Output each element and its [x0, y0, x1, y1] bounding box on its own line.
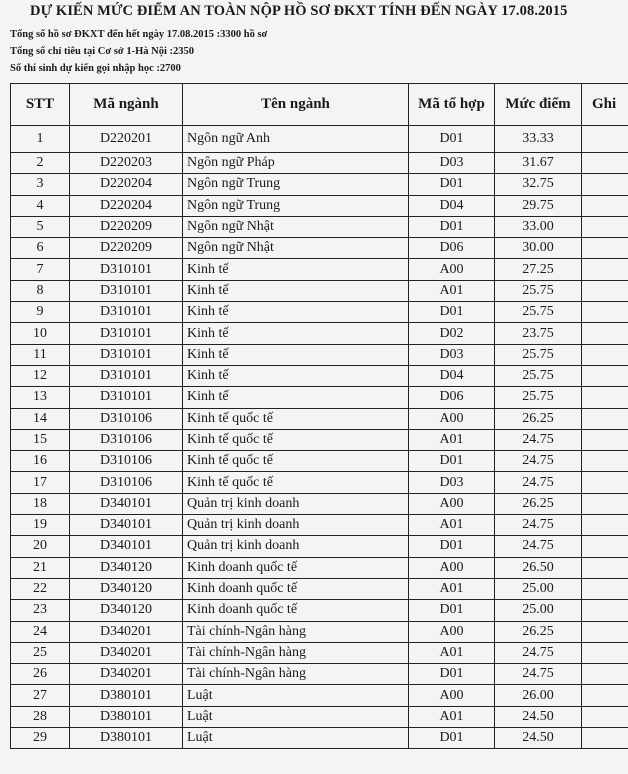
- ten-nganh-cell: Kinh tế: [183, 259, 409, 280]
- ghi-chu-cell: [582, 429, 628, 450]
- ma-to-hop-cell: A00: [409, 557, 495, 578]
- table-row: [11, 664, 628, 685]
- table-row: [11, 195, 628, 216]
- ma-to-hop-cell: A01: [409, 578, 495, 599]
- ma-nganh-cell: D340201: [70, 621, 183, 642]
- ma-to-hop-cell: D01: [409, 664, 495, 685]
- header-ma-nganh: Mã ngành: [70, 84, 183, 126]
- ten-nganh-cell: Kinh doanh quốc tế: [183, 600, 409, 621]
- ma-to-hop-cell: D01: [409, 302, 495, 323]
- muc-diem-cell: 25.00: [495, 578, 582, 599]
- stt-cell: 29: [11, 728, 70, 749]
- ghi-chu-cell: [582, 578, 628, 599]
- ten-nganh-cell: Kinh tế: [183, 280, 409, 301]
- muc-diem-cell: 26.00: [495, 685, 582, 706]
- ma-to-hop-cell: A00: [409, 259, 495, 280]
- ten-nganh-cell: Kinh doanh quốc tế: [183, 557, 409, 578]
- table-row: [11, 344, 628, 365]
- table-row: [11, 126, 628, 153]
- ma-to-hop-cell: D01: [409, 600, 495, 621]
- ma-nganh-cell: D310106: [70, 408, 183, 429]
- ghi-chu-cell: [582, 536, 628, 557]
- ghi-chu-cell: [582, 408, 628, 429]
- ma-to-hop-cell: A00: [409, 408, 495, 429]
- table-row: [11, 302, 628, 323]
- ma-nganh-cell: D340120: [70, 600, 183, 621]
- ten-nganh-cell: Kinh tế: [183, 365, 409, 386]
- ma-nganh-cell: D340201: [70, 642, 183, 663]
- stt-cell: 8: [11, 280, 70, 301]
- muc-diem-cell: 31.67: [495, 153, 582, 174]
- ten-nganh-cell: Kinh tế: [183, 344, 409, 365]
- table-row: [11, 578, 628, 599]
- muc-diem-cell: 30.00: [495, 238, 582, 259]
- ten-nganh-cell: Kinh tế: [183, 323, 409, 344]
- ten-nganh-cell: Ngôn ngữ Pháp: [183, 153, 409, 174]
- ghi-chu-cell: [582, 344, 628, 365]
- ma-to-hop-cell: D01: [409, 451, 495, 472]
- ghi-chu-cell: [582, 280, 628, 301]
- ghi-chu-cell: [582, 515, 628, 536]
- ghi-chu-cell: [582, 238, 628, 259]
- table-body: [11, 126, 628, 749]
- table-row: [11, 216, 628, 237]
- ghi-chu-cell: [582, 728, 628, 749]
- muc-diem-cell: 32.75: [495, 174, 582, 195]
- ma-to-hop-cell: A01: [409, 706, 495, 727]
- ghi-chu-cell: [582, 126, 628, 153]
- stt-cell: 9: [11, 302, 70, 323]
- ma-nganh-cell: D310106: [70, 451, 183, 472]
- table-row: [11, 280, 628, 301]
- ma-to-hop-cell: D01: [409, 216, 495, 237]
- table-row: [11, 472, 628, 493]
- stt-cell: 14: [11, 408, 70, 429]
- ten-nganh-cell: Quản trị kinh doanh: [183, 515, 409, 536]
- muc-diem-cell: 26.25: [495, 621, 582, 642]
- ma-nganh-cell: D340101: [70, 536, 183, 557]
- ma-to-hop-cell: D01: [409, 126, 495, 153]
- ma-to-hop-cell: D01: [409, 174, 495, 195]
- ghi-chu-cell: [582, 493, 628, 514]
- ghi-chu-cell: [582, 472, 628, 493]
- muc-diem-cell: 25.75: [495, 302, 582, 323]
- table-row: [11, 557, 628, 578]
- ma-nganh-cell: D310101: [70, 387, 183, 408]
- header-ghi-chu: Ghi: [582, 84, 628, 126]
- ten-nganh-cell: Kinh tế quốc tế: [183, 472, 409, 493]
- ma-to-hop-cell: D01: [409, 728, 495, 749]
- ma-nganh-cell: D220209: [70, 216, 183, 237]
- ma-nganh-cell: D380101: [70, 728, 183, 749]
- ten-nganh-cell: Luật: [183, 706, 409, 727]
- table-row: [11, 515, 628, 536]
- ma-nganh-cell: D310101: [70, 280, 183, 301]
- table-row: [11, 642, 628, 663]
- ten-nganh-cell: Tài chính-Ngân hàng: [183, 621, 409, 642]
- stt-cell: 21: [11, 557, 70, 578]
- muc-diem-cell: 26.25: [495, 493, 582, 514]
- ma-to-hop-cell: D04: [409, 195, 495, 216]
- ma-nganh-cell: D310101: [70, 344, 183, 365]
- table-row: [11, 153, 628, 174]
- ma-to-hop-cell: A00: [409, 685, 495, 706]
- ten-nganh-cell: Kinh tế: [183, 302, 409, 323]
- stt-cell: 16: [11, 451, 70, 472]
- stt-cell: 3: [11, 174, 70, 195]
- ma-nganh-cell: D310101: [70, 259, 183, 280]
- ghi-chu-cell: [582, 685, 628, 706]
- muc-diem-cell: 24.75: [495, 472, 582, 493]
- table-row: [11, 238, 628, 259]
- ma-nganh-cell: D220201: [70, 126, 183, 153]
- ma-nganh-cell: D220204: [70, 195, 183, 216]
- ma-nganh-cell: D340101: [70, 493, 183, 514]
- ma-nganh-cell: D220209: [70, 238, 183, 259]
- ten-nganh-cell: Quản trị kinh doanh: [183, 536, 409, 557]
- cutoff-scores-table: [10, 83, 628, 749]
- ghi-chu-cell: [582, 451, 628, 472]
- quota-line: Tổng số chỉ tiêu tại Cơ sở 1-Hà Nội :2350: [10, 46, 195, 57]
- muc-diem-cell: 25.75: [495, 365, 582, 386]
- muc-diem-cell: 25.00: [495, 600, 582, 621]
- ma-nganh-cell: D340120: [70, 557, 183, 578]
- stt-cell: 10: [11, 323, 70, 344]
- ghi-chu-cell: [582, 621, 628, 642]
- ghi-chu-cell: [582, 195, 628, 216]
- total-applications-line: Tổng số hồ sơ ĐKXT đến hết ngày 17.08.2015 :3300 hồ sơ: [10, 29, 268, 40]
- muc-diem-cell: 26.25: [495, 408, 582, 429]
- ma-to-hop-cell: A01: [409, 642, 495, 663]
- stt-cell: 12: [11, 365, 70, 386]
- muc-diem-cell: 33.33: [495, 126, 582, 153]
- stt-cell: 2: [11, 153, 70, 174]
- stt-cell: 4: [11, 195, 70, 216]
- muc-diem-cell: 33.00: [495, 216, 582, 237]
- stt-cell: 23: [11, 600, 70, 621]
- ten-nganh-cell: Luật: [183, 685, 409, 706]
- stt-cell: 19: [11, 515, 70, 536]
- muc-diem-cell: 24.75: [495, 642, 582, 663]
- ma-nganh-cell: D310101: [70, 302, 183, 323]
- table-header-row: [11, 84, 628, 126]
- table-row: [11, 536, 628, 557]
- ten-nganh-cell: Ngôn ngữ Nhật: [183, 238, 409, 259]
- table-row: [11, 323, 628, 344]
- muc-diem-cell: 25.75: [495, 387, 582, 408]
- ten-nganh-cell: Kinh tế quốc tế: [183, 451, 409, 472]
- ghi-chu-cell: [582, 174, 628, 195]
- ma-to-hop-cell: D04: [409, 365, 495, 386]
- ma-to-hop-cell: D03: [409, 344, 495, 365]
- muc-diem-cell: 29.75: [495, 195, 582, 216]
- ma-to-hop-cell: A01: [409, 429, 495, 450]
- stt-cell: 27: [11, 685, 70, 706]
- muc-diem-cell: 27.25: [495, 259, 582, 280]
- ghi-chu-cell: [582, 600, 628, 621]
- ma-to-hop-cell: D06: [409, 387, 495, 408]
- ten-nganh-cell: Kinh tế quốc tế: [183, 408, 409, 429]
- table-row: [11, 493, 628, 514]
- table-row: [11, 685, 628, 706]
- ten-nganh-cell: Ngôn ngữ Trung: [183, 174, 409, 195]
- ma-nganh-cell: D310101: [70, 365, 183, 386]
- ma-to-hop-cell: A00: [409, 621, 495, 642]
- ghi-chu-cell: [582, 557, 628, 578]
- table-row: [11, 706, 628, 727]
- muc-diem-cell: 24.75: [495, 536, 582, 557]
- stt-cell: 28: [11, 706, 70, 727]
- ma-to-hop-cell: D02: [409, 323, 495, 344]
- ma-nganh-cell: D340120: [70, 578, 183, 599]
- stt-cell: 11: [11, 344, 70, 365]
- muc-diem-cell: 25.75: [495, 280, 582, 301]
- ten-nganh-cell: Ngôn ngữ Nhật: [183, 216, 409, 237]
- ten-nganh-cell: Tài chính-Ngân hàng: [183, 664, 409, 685]
- header-muc-diem: Mức điểm: [495, 84, 582, 126]
- stt-cell: 13: [11, 387, 70, 408]
- ma-to-hop-cell: D01: [409, 536, 495, 557]
- ten-nganh-cell: Luật: [183, 728, 409, 749]
- ghi-chu-cell: [582, 365, 628, 386]
- stt-cell: 20: [11, 536, 70, 557]
- header-ten-nganh: Tên ngành: [183, 84, 409, 126]
- ma-nganh-cell: D310106: [70, 472, 183, 493]
- stt-cell: 18: [11, 493, 70, 514]
- header-stt: STT: [11, 84, 70, 126]
- muc-diem-cell: 24.50: [495, 706, 582, 727]
- table-row: [11, 174, 628, 195]
- ma-nganh-cell: D340201: [70, 664, 183, 685]
- document-title: DỰ KIẾN MỨC ĐIỂM AN TOÀN NỘP HỒ SƠ ĐKXT TÍNH ĐẾN NGÀY 17.08.2015: [30, 3, 568, 19]
- muc-diem-cell: 26.50: [495, 557, 582, 578]
- ghi-chu-cell: [582, 323, 628, 344]
- ghi-chu-cell: [582, 664, 628, 685]
- muc-diem-cell: 24.75: [495, 451, 582, 472]
- ma-nganh-cell: D380101: [70, 685, 183, 706]
- ten-nganh-cell: Tài chính-Ngân hàng: [183, 642, 409, 663]
- ten-nganh-cell: Kinh tế quốc tế: [183, 429, 409, 450]
- ma-nganh-cell: D380101: [70, 706, 183, 727]
- table-row: [11, 728, 628, 749]
- muc-diem-cell: 24.75: [495, 515, 582, 536]
- ghi-chu-cell: [582, 642, 628, 663]
- stt-cell: 5: [11, 216, 70, 237]
- ghi-chu-cell: [582, 387, 628, 408]
- muc-diem-cell: 24.50: [495, 728, 582, 749]
- muc-diem-cell: 24.75: [495, 429, 582, 450]
- stt-cell: 7: [11, 259, 70, 280]
- table-row: [11, 259, 628, 280]
- muc-diem-cell: 23.75: [495, 323, 582, 344]
- table-row: [11, 451, 628, 472]
- ma-nganh-cell: D340101: [70, 515, 183, 536]
- table-row: [11, 387, 628, 408]
- ghi-chu-cell: [582, 302, 628, 323]
- ten-nganh-cell: Ngôn ngữ Anh: [183, 126, 409, 153]
- header-ma-to-hop: Mã tổ hợp: [409, 84, 495, 126]
- stt-cell: 17: [11, 472, 70, 493]
- ma-to-hop-cell: A00: [409, 493, 495, 514]
- ma-to-hop-cell: D06: [409, 238, 495, 259]
- ma-to-hop-cell: D03: [409, 472, 495, 493]
- ma-to-hop-cell: A01: [409, 280, 495, 301]
- ma-nganh-cell: D310106: [70, 429, 183, 450]
- ten-nganh-cell: Ngôn ngữ Trung: [183, 195, 409, 216]
- ma-to-hop-cell: D03: [409, 153, 495, 174]
- stt-cell: 24: [11, 621, 70, 642]
- stt-cell: 15: [11, 429, 70, 450]
- ma-to-hop-cell: A01: [409, 515, 495, 536]
- ten-nganh-cell: Quản trị kinh doanh: [183, 493, 409, 514]
- expected-enrollment-line: Số thí sinh dự kiến gọi nhập học :2700: [10, 63, 181, 74]
- muc-diem-cell: 25.75: [495, 344, 582, 365]
- table-row: [11, 600, 628, 621]
- ghi-chu-cell: [582, 153, 628, 174]
- table-row: [11, 429, 628, 450]
- stt-cell: 6: [11, 238, 70, 259]
- ma-nganh-cell: D310101: [70, 323, 183, 344]
- table-row: [11, 365, 628, 386]
- ghi-chu-cell: [582, 259, 628, 280]
- ten-nganh-cell: Kinh tế: [183, 387, 409, 408]
- stt-cell: 26: [11, 664, 70, 685]
- ghi-chu-cell: [582, 216, 628, 237]
- muc-diem-cell: 24.75: [495, 664, 582, 685]
- ma-nganh-cell: D220203: [70, 153, 183, 174]
- stt-cell: 22: [11, 578, 70, 599]
- stt-cell: 1: [11, 126, 70, 153]
- ghi-chu-cell: [582, 706, 628, 727]
- ten-nganh-cell: Kinh doanh quốc tế: [183, 578, 409, 599]
- ma-nganh-cell: D220204: [70, 174, 183, 195]
- stt-cell: 25: [11, 642, 70, 663]
- table-row: [11, 621, 628, 642]
- table-row: [11, 408, 628, 429]
